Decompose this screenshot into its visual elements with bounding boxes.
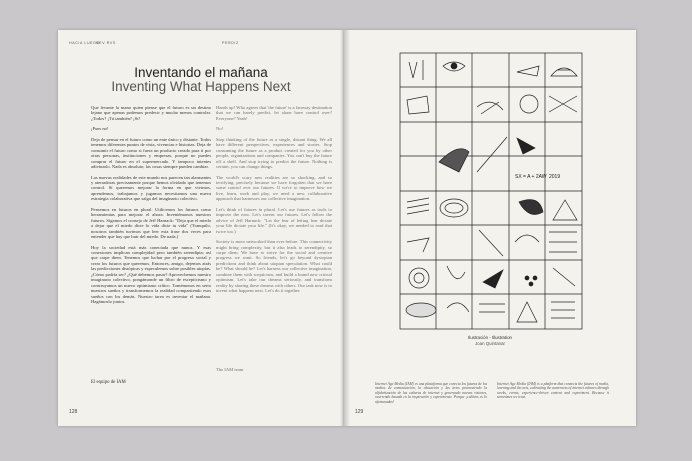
paragraph: Pensemos en futuros en plural. Utilicemos los futuros como herramientas para mejorar el ahora. Inventémonos nuestros futuros. Sigamos el consejo de Jeff Harnack: "Deja que el miedo a dejar que el miedo dicte lo vida dicte tu vida" (Tranquilo, nosotros también tuvimos que leer esta frase dos veces para entender que hay que huir del miedo. De nada.): [91, 206, 211, 240]
english-column: [216, 105, 332, 299]
running-head-left: HACIA LUEGO: [69, 41, 100, 45]
footnote-spanish: Internet Age Media (IAM) es una plataforma que conecta los futuros de los medios de comunicación, la educación y las artes promoviendo la alfabetización de las culturas de internet y generando nuevas visiones, ocurrendo basada en la inspiración y experimento. Porque ¡cultivos es lo afortunadas!: [375, 382, 487, 404]
doodle-cross: [549, 96, 577, 112]
english-signature: The IAM team: [216, 367, 244, 372]
paragraph: No!: [216, 126, 224, 132]
footnote-english: Internet Age Media (IAM) is a platform that connects the futures of media, learning and the arts, cultivating the awareness of internet cultures through weeks, events, experience-driven content and experiment. Because it sometimes we trust.: [497, 382, 609, 400]
running-head-center: PERDIZ: [222, 41, 239, 45]
doodle-box: [407, 96, 429, 114]
page-number-right: 129: [355, 409, 364, 415]
doodle-arrows: [409, 60, 423, 80]
book-gutter: [340, 30, 350, 426]
title-spanish: Inventando el mañana: [134, 65, 268, 80]
doodle-triangle: [553, 200, 577, 220]
right-page: [344, 30, 636, 426]
doodle-arrow-2: [407, 238, 429, 252]
doodle-wedge: [517, 66, 539, 76]
paragraph: Que levante la mano quien piense que el futuro es un destino lejano que apenas podemos predecir y mucho menos controlar. ¿Todos? ¡Tú también? ¡Sí!: [91, 105, 211, 121]
paragraph: Las nuevas realidades de este mundo nos parecen tan alarmantes y aterradoras precisamente porque hemos olvidado que tenemos control. Si queremos mejorar la forma en que vivimos, aprendemos, trabajamos y jugamos necesitamos una nueva estrategia colaborativa que salga del imaginario colectivo.: [91, 174, 211, 202]
doodle-pill: [406, 303, 436, 317]
paragraph: ¡Pues no!: [91, 126, 109, 132]
running-head-left-2: REV RVS: [96, 41, 116, 45]
doodle-star: [517, 138, 535, 154]
paragraph: The world's scary new realities are so shocking, and so terrifying, precisely because we have forgotten that we have some control over our futures. If we're to improve how we live, learn, work and play, we need a new, collaborative approach that harnesses our collective imagination.: [216, 174, 332, 202]
illustration-text-year: 2019: [549, 174, 561, 180]
doodle-blob: [519, 200, 543, 215]
doodle-ray: [477, 137, 507, 172]
doodle-stripes: [549, 232, 577, 252]
caption-title: Ilustración - Illustration: [468, 335, 512, 340]
illustration-grid: [399, 52, 583, 330]
paragraph: Hands up! Who agrees that 'the future' is a faraway destination that we can barely predict, let alone have control over? Everyone? Yeah!: [216, 105, 332, 121]
paragraph: Society is more networked than ever before. This connectivity might bring complexity, but it also leads to serendipity, so carpe diem. We have to strive for the social and creative progress we want. So friends, let's go beyond dystopian predictions and think about utopian speculation. What could be? What should be? Let's harness our collective imagination, combine them with scepticism, and build a brand new critical optimism. Let's take our dreams seriously, and transform reality by sharing these dreams with others. Our task now is to invent what happens next. Let's do it together.: [216, 239, 332, 294]
doodle-helmet: [551, 68, 577, 76]
doodle-spike: [483, 270, 503, 288]
spanish-column: [91, 105, 211, 310]
doodle-circle: [520, 95, 538, 113]
paragraph: Stop thinking of the future as a single, distant thing. We all have different perspectives, experiences and stories. Stop consuming the future as a product created for you by other people, organizations and companies. You can't buy the future off a shelf. And stop trying to predict the future. Nothing is certain; you can change things.: [216, 136, 332, 170]
doodle-hook: [447, 303, 469, 312]
left-page: [58, 30, 344, 426]
doodle-oval: [440, 199, 468, 217]
page-number-left: 128: [69, 409, 78, 415]
doodle-pyramid: [517, 302, 537, 322]
doodle-list: [551, 302, 575, 318]
doodle-curve: [477, 102, 503, 114]
caption-author: Joan Quintanar: [474, 341, 506, 346]
doodle-lines: [407, 198, 429, 214]
paragraph: Deja de pensar en el futuro como un ente único y distante. Todos tenemos diferentes puntos de vista, vivencias e historias. Deja de consumir el futuro como si fuera un producto creado para ti por otras personas, instituciones y empresas, porque no puedes comprar el futuro en el supermercado. Y tampoco intentes adivinarlo. Nada es absoluto; las cosas siempre pueden cambiar.: [91, 136, 211, 170]
doodle-slash: [553, 268, 575, 286]
doodle-diagonal: [479, 230, 503, 256]
doodle-arc: [515, 235, 539, 242]
book-spread: [58, 30, 636, 426]
doodle-rocket: [439, 149, 469, 172]
doodle-wave: [447, 266, 465, 279]
title-english: Inventing What Happens Next: [111, 79, 291, 94]
doodle-bars: [479, 304, 505, 312]
paragraph: Hoy la sociedad está más conectada que nunca. Y esas conexiones implican complejidad pero también serendipia; así que carpe diem. Tenemos que luchar por el progreso social y crear los futuros que queremos. Entonces, amigo, dejemos atrás las predicciones distópicas y especulemos sobre posibles utopías. ¿Cómo podría ser? ¿Qué debemos pasar? Aprovechemos nuestro imaginario colectivo, pongámonde un filtro de escepticismo y construyamos un nuevo optimismo crítico. Tomémonos en serio nuestros sueños y transformemos la realidad compartiendo esos sueños con los demás. Nuestro tarea es inventar el mañana. Hagámoslo juntos.: [91, 244, 211, 305]
illustration-text-formula: SX = A + 2AW: [515, 174, 547, 180]
spanish-signature: El equipo de IAM: [91, 380, 126, 385]
paragraph: Let's think of futures in plural. Let's use futures as tools to improve the now. Let's invent our futures. Let's follow the advice of Jeff Harnack: "Let the fear of letting fear dictate your life dictate your life." (It's okay, we needed to read that twice too.): [216, 206, 332, 234]
doodle-target: [409, 268, 429, 288]
